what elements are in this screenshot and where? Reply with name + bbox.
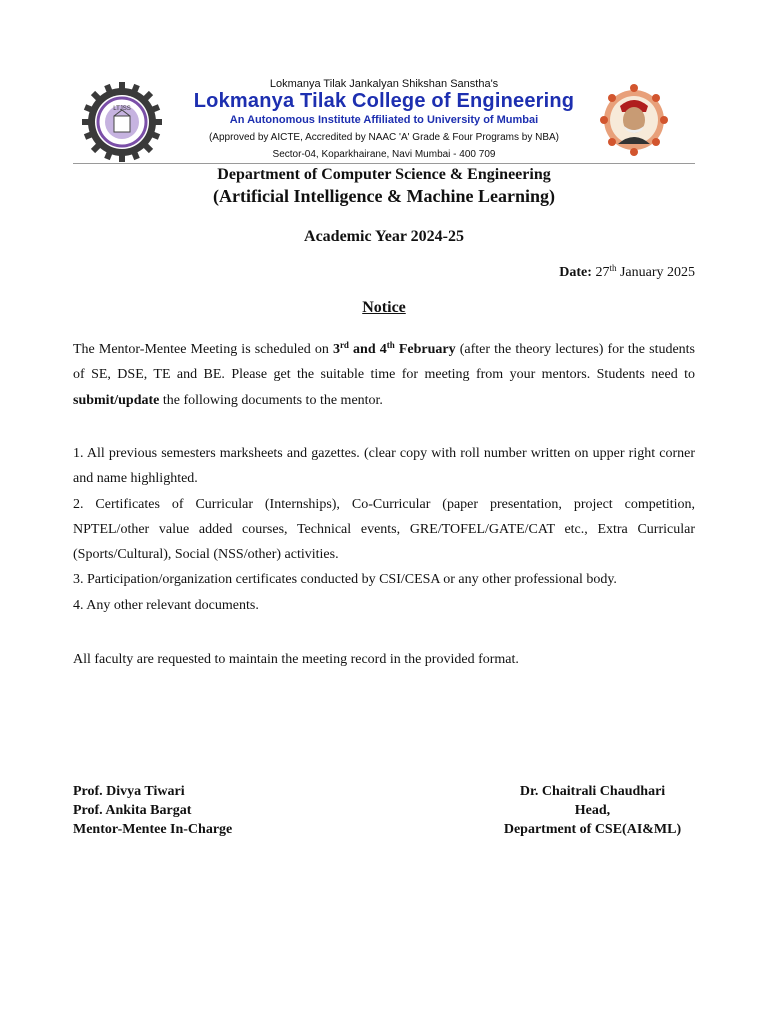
list-item: 4. Any other relevant documents. bbox=[73, 597, 259, 613]
notice-date bbox=[559, 265, 695, 281]
college-name: Lokmanya Tilak College of Engineering bbox=[193, 90, 575, 112]
signatory-role: Head, bbox=[574, 803, 611, 818]
logo-text: LTJSS bbox=[113, 106, 131, 112]
signatory-role: Mentor-Mentee In-Charge bbox=[73, 822, 233, 837]
signatory-name: Prof. Ankita Bargat bbox=[73, 803, 192, 818]
faculty-instruction: All faculty are requested to maintain the meeting record in the provided format. bbox=[73, 652, 519, 667]
college-address: Sector-04, Koparkhairane, Navi Mumbai - 400 709 bbox=[272, 149, 496, 160]
affiliation: An Autonomous Institute Affiliated to University of Mumbai bbox=[229, 114, 539, 126]
date-label: Date: bbox=[559, 265, 592, 280]
academic-year: Academic Year 2024-25 bbox=[304, 228, 464, 245]
signatory-name: Prof. Divya Tiwari bbox=[73, 784, 185, 799]
signature-left bbox=[73, 782, 232, 839]
date-day-suffix: th bbox=[609, 263, 617, 273]
list-item: 1. All previous semesters marksheets and gazettes. (clear copy with roll number written on upper right corner and name highlighted. bbox=[73, 446, 695, 487]
founder-portrait-emblem bbox=[598, 80, 670, 160]
department-branch: (Artificial Intelligence & Machine Learning) bbox=[213, 186, 555, 206]
signatory-name: Dr. Chaitrali Chaudhari bbox=[519, 784, 666, 799]
documents-list bbox=[73, 441, 695, 618]
department-name: Department of Computer Science & Engineering bbox=[217, 166, 551, 183]
college-logo bbox=[80, 80, 164, 164]
notice-paragraph: The Mentor-Mentee Meeting is scheduled on 3rd and 4th February (after the theory lectures) for the students of SE, DSE, TE and BE. Please get the suitable time for meeting from your mentors. Students need to submit/update the following documents to the mentor. bbox=[73, 340, 696, 408]
sanstha-name: Lokmanya Tilak Jankalyan Shikshan Sanstha's bbox=[269, 78, 499, 90]
date-month-year: January 2025 bbox=[619, 265, 695, 280]
date-day: 27 bbox=[595, 265, 610, 280]
list-item: 3. Participation/organization certificates conducted by CSI/CESA or any other professional body. bbox=[73, 572, 617, 588]
signature-right bbox=[490, 782, 695, 839]
header-divider bbox=[73, 163, 695, 164]
list-item: 2. Certificates of Curricular (Internships), Co-Curricular (paper presentation, project competition, NPTEL/other value added courses, Technical events, GRE/TOFEL/GATE/CAT etc., Extra Curricular (Sports/Cultural), Social (NSS/other) activities. bbox=[73, 496, 695, 563]
notice-title: Notice bbox=[362, 299, 406, 316]
approval-line: (Approved by AICTE, Accredited by NAAC 'A' Grade & Four Programs by NBA) bbox=[208, 132, 560, 143]
signatory-department: Department of CSE(AI&ML) bbox=[503, 822, 682, 837]
